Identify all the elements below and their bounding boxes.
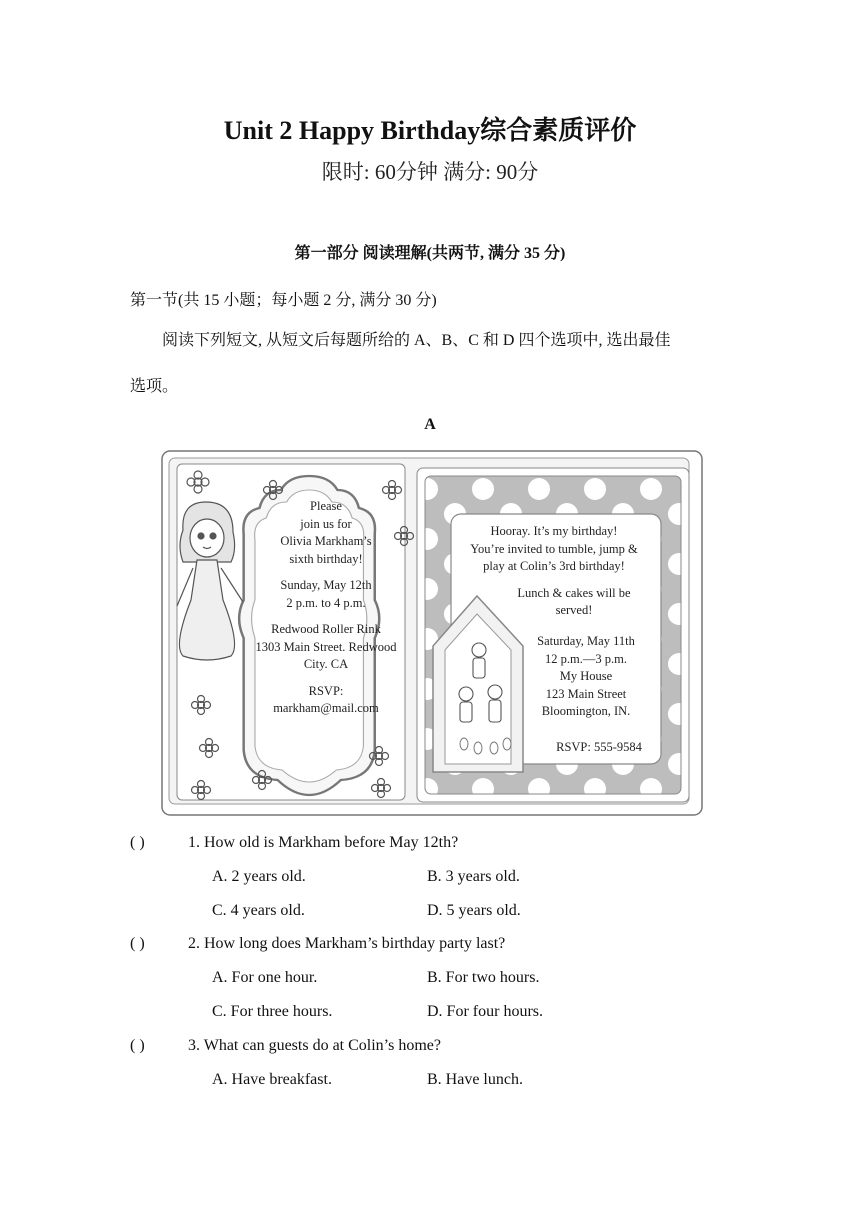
option-d: D. For four hours. [427, 1003, 543, 1020]
olivia-line: Sunday, May 12th [280, 578, 372, 592]
option-a: A. Have breakfast. [212, 1071, 332, 1088]
colin-line: play at Colin’s 3rd birthday! [483, 559, 625, 573]
instruction-line2: 选项。 [130, 378, 179, 395]
olivia-line: Olivia Markham’s [280, 534, 372, 548]
question-text: 2. How long does Markham’s birthday party last? [188, 935, 506, 952]
olivia-invitation-text [251, 498, 401, 718]
option-b: B. 3 years old. [427, 868, 520, 885]
colin-line: My House [559, 669, 613, 683]
question-1 [130, 834, 458, 852]
question-2 [130, 935, 505, 953]
question-text: 1. How old is Markham before May 12th? [188, 834, 459, 851]
colin-line: You’re invited to tumble, jump & [470, 541, 638, 556]
colin-line: Lunch & cakes will be [517, 585, 631, 600]
colin-line: 12 p.m.—3 p.m. [545, 651, 627, 666]
answer-blank[interactable]: ( ) [130, 935, 145, 952]
olivia-line: join us for [300, 516, 352, 531]
colin-rsvp: RSVP: 555-9584 [556, 740, 642, 754]
olivia-line: Please [310, 499, 342, 513]
colin-invitation-text [459, 523, 649, 620]
page-title: Unit 2 Happy Birthday综合素质评价 [223, 116, 637, 145]
colin-line: Saturday, May 11th [537, 634, 635, 648]
colin-line: Hooray. It’s my birthday! [490, 524, 618, 538]
page-subtitle: 限时: 60分钟 满分: 90分 [321, 160, 539, 184]
option-b: B. For two hours. [427, 969, 540, 986]
option-c: C. For three hours. [212, 1003, 333, 1020]
instruction-line1: 阅读下列短文, 从短文后每题所给的 A、B、C 和 D 四个选项中, 选出最佳 [162, 332, 671, 349]
colin-details-text [521, 633, 651, 721]
option-a: A. 2 years old. [212, 868, 306, 885]
olivia-line: Redwood Roller Rink [271, 622, 381, 636]
olivia-line: markham@mail.com [273, 701, 379, 715]
olivia-line: 1303 Main Street. Redwood [255, 639, 397, 654]
passage-label: A [424, 416, 436, 433]
olivia-line: sixth birthday! [289, 551, 363, 566]
option-a: A. For one hour. [212, 969, 318, 986]
olivia-line: City. CA [303, 657, 349, 671]
answer-blank[interactable]: ( ) [130, 1037, 145, 1054]
answer-blank[interactable]: ( ) [130, 834, 145, 851]
colin-line: served! [555, 603, 593, 617]
invitation-figure [161, 450, 703, 816]
olivia-line: RSVP: [308, 683, 344, 698]
question-text: 3. What can guests do at Colin’s home? [188, 1037, 441, 1054]
colin-line: Bloomington, IN. [541, 704, 631, 718]
colin-line: 123 Main Street [545, 686, 627, 701]
option-c: C. 4 years old. [212, 902, 305, 919]
instruction [130, 318, 740, 410]
section-line: 第一节(共 15 小题；每小题 2 分, 满分 30 分) [130, 292, 437, 309]
option-b: B. Have lunch. [427, 1071, 523, 1088]
question-3 [130, 1037, 441, 1055]
option-d: D. 5 years old. [427, 902, 521, 919]
part-heading: 第一部分 阅读理解(共两节, 满分 35 分) [294, 245, 566, 262]
olivia-line: 2 p.m. to 4 p.m. [286, 595, 366, 610]
